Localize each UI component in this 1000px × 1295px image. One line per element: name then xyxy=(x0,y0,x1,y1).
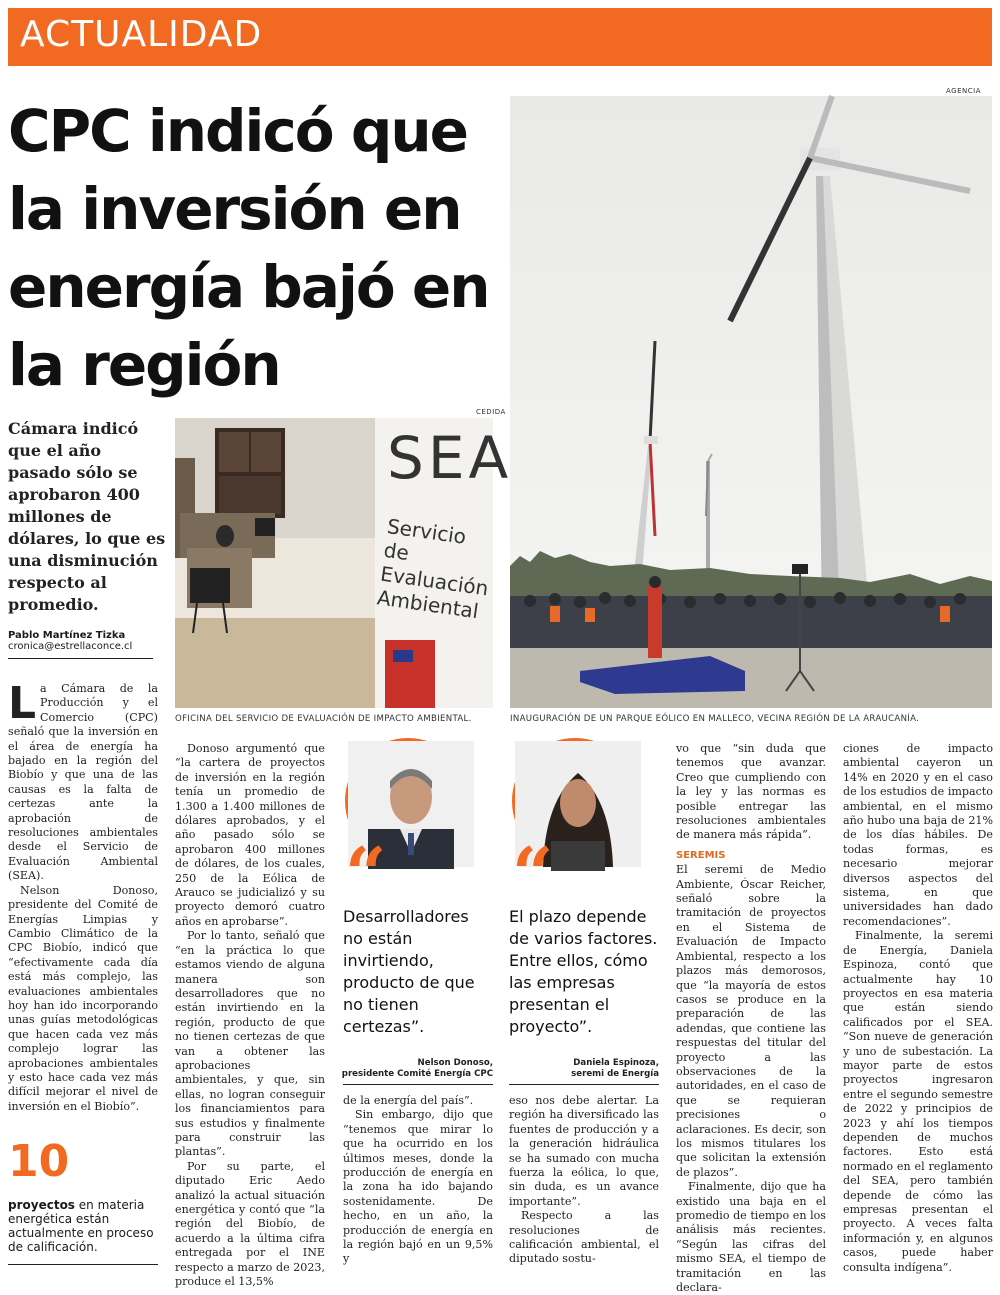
paragraph: a Cámara de la Producción y el Comercio (CPC) señaló que la inversión en el área de energía ha bajado en la región del Biobío y que una de las causas es la falta de certezas ante la aprobación de resoluciones ambientales desde el Servicio de Evaluación Ambiental (SEA). xyxy=(8,682,158,883)
author-email: cronica@estrellaconce.cl xyxy=(8,641,133,652)
quote-1-name: Nelson Donoso, xyxy=(417,1058,493,1068)
quote-mark-icon: “ xyxy=(345,831,387,916)
stat-label xyxy=(8,1198,158,1265)
stat-label-rest: en materia energética están actualmente en proceso de calificación. xyxy=(8,1198,154,1254)
sea-sign xyxy=(375,418,513,708)
paragraph: Donoso argumentó que “la cartera de proyectos de inversión en la región tenía un promedio de 1.300 a 1.400 millones de dólares aprobados, y el año pasado sólo se aprobaron 400 millones de dólares, de los cuales, 250 de la Eólica de Arauco se judicializó y su proyecto demoró cuatro años en aprobarse”. xyxy=(175,742,325,928)
quote-2-divider xyxy=(509,1084,659,1085)
photo-credit-office: CEDIDA xyxy=(476,408,506,416)
paragraph: Finalmente, dijo que ha existido una baja en el promedio de tiempo en los análisis más recientes. “Según las cifras del mismo SEA, el tiempo de tramitación en las declara- xyxy=(676,1180,826,1295)
quote-1-text: Desarrolladores no están invirtiendo, producto de que no tienen certezas”. xyxy=(343,907,475,1036)
paragraph: ciones de impacto ambiental cayeron un 14% en 2020 y en el caso de los estudios de impacto ambiental, en el mismo año hubo una baja de 21% de los días hábiles. De todas formas, es necesario mejorar diversos aspectos del sistema, en que universidades han dado recomendaciones”. xyxy=(843,742,993,928)
paragraph: vo que “sin duda que tenemos que avanzar. Creo que cumpliendo con la ley y las normas es posible entregar las resoluciones ambientales de manera más rápida”. xyxy=(676,742,826,842)
author-name: Pablo Martínez Tizka xyxy=(8,630,126,641)
paragraph: Finalmente, la seremi de Energía, Daniela Espinoza, contó que actualmente hay 10 proyectos en esa materia que están siendo calificados por el SEA. “Son nueve de generación y uno de subestación. La mayor parte de estos proyectos ingresaron entre el segundo semestre de 2022 y principios de 2023 y ahí los tiempos dependen de muchos factores. Esto está normado en el reglamento del SEA, pero también depende de cómo las empresas presentan el proyecto. A veces falta información y, en algunos casos, puede haber consulta indígena”. xyxy=(843,929,993,1274)
quote-2-text: El plazo depende de varios factores. Entre ellos, cómo las empresas presentan el proyecto”. xyxy=(509,907,658,1036)
office-photo-caption: OFICINA DEL SERVICIO DE EVALUACIÓN DE IMPACTO AMBIENTAL. xyxy=(175,714,472,724)
drop-cap: L xyxy=(8,678,37,729)
wind-farm-photo xyxy=(510,96,992,708)
paragraph: El seremi de Medio Ambiente, Óscar Reicher, señaló sobre la tramitación de proyectos en el Sistema de Evaluación de Impacto Ambiental, respecto a los plazos más demorosos, que “la mayoría de estos casos se produce en la preparación de las adendas, que contiene las respuestas del titular del proyecto a las observaciones de la autoridades, en el caso de que se requieran precisiones o aclaraciones. Es decir, son los mismos titulares los que solicitan la extensión de plazos”. xyxy=(676,863,826,1179)
paragraph: Respecto a las resoluciones de calificación ambiental, el diputado sostu- xyxy=(509,1209,659,1266)
subhead-seremis: SEREMIS xyxy=(676,849,726,861)
quote-1-attribution xyxy=(340,1058,493,1080)
body-column-2 xyxy=(175,742,325,1289)
stat-label-bold: proyectos xyxy=(8,1198,75,1212)
office-photo xyxy=(175,418,513,708)
paragraph: de la energía del país”. xyxy=(343,1094,474,1107)
section-label: ACTUALIDAD xyxy=(20,14,263,55)
quote-1-divider xyxy=(343,1084,493,1085)
paragraph: Por su parte, el diputado Eric Aedo analizó la actual situación energética y contó que “la región del Biobío, de acuerdo a la última cifra entregada por el INE respecto a marzo de 2023, produce el 13,5% xyxy=(175,1159,325,1289)
body-column-6 xyxy=(843,742,993,1282)
sea-sign-subtitle: Servicio de Evaluación Ambiental xyxy=(375,514,490,624)
quote-mark-icon: “ xyxy=(512,831,554,916)
body-column-4 xyxy=(509,1094,659,1284)
headline: CPC indicó que la inversión en energía bajó en la región xyxy=(8,97,489,399)
quote-2-attribution xyxy=(506,1058,659,1080)
wind-photo-caption: INAUGURACIÓN DE UN PARQUE EÓLICO EN MALLECO, VECINA REGIÓN DE LA ARAUCANÍA. xyxy=(510,714,920,724)
logo-icon xyxy=(385,640,435,708)
section-bar xyxy=(8,8,992,66)
quote-2-role: seremi de Energía xyxy=(571,1069,659,1079)
photo-credit-main: AGENCIA xyxy=(946,87,981,95)
paragraph: Sin embargo, dijo que “tenemos que mirar lo que ha ocurrido en los últimos meses, donde la producción de energía en la zona ha ido bajando sostenidamente. De hecho, en un año, la producción de energía en la región bajó en un 9,5% y xyxy=(343,1108,493,1266)
stat-number: 10 xyxy=(8,1136,70,1187)
paragraph: Por lo tanto, señaló que “en la práctica lo que estamos viendo de alguna manera son desarrolladores que no están invirtiendo en la región, producto de que no tienen certezas de que van a obtener las aprobaciones ambientales, y que, sin ellas, no logran conseguir los financiamientos para sus estudios y finalmente para construir las plantas”. xyxy=(175,929,325,1159)
paragraph: eso nos debe alertar. La región ha diversificado las fuentes de producción y a la generación hidráulica se ha sumado con mucha fuerza la eólica, lo que, sin duda, es un avance importante”. xyxy=(509,1094,659,1208)
body-column-1 xyxy=(8,678,158,1114)
byline xyxy=(8,630,153,659)
sea-sign-title: SEA xyxy=(387,424,513,492)
quote-1-role: presidente Comité Energía CPC xyxy=(341,1069,493,1079)
deck: Cámara indicó que el año pasado sólo se aprobaron 400 millones de dólares, lo que es una disminución respecto al promedio. xyxy=(8,419,166,614)
quote-2-name: Daniela Espinoza, xyxy=(573,1058,659,1068)
body-column-5 xyxy=(676,742,826,1295)
paragraph: Nelson Donoso, presidente del Comité de Energías Limpias y Cambio Climático de la CPC Biobío, indicó que “efectivamente cada día está más complejo, las evaluaciones ambientales hoy han ido incorporando unas guías metodológicas que hacen cada vez más complejo lograr las aprobaciones ambientales y esto hace cada vez más difícil mejorar el nivel de inversión en el Biobío”. xyxy=(8,883,158,1113)
body-column-3 xyxy=(343,1094,493,1284)
